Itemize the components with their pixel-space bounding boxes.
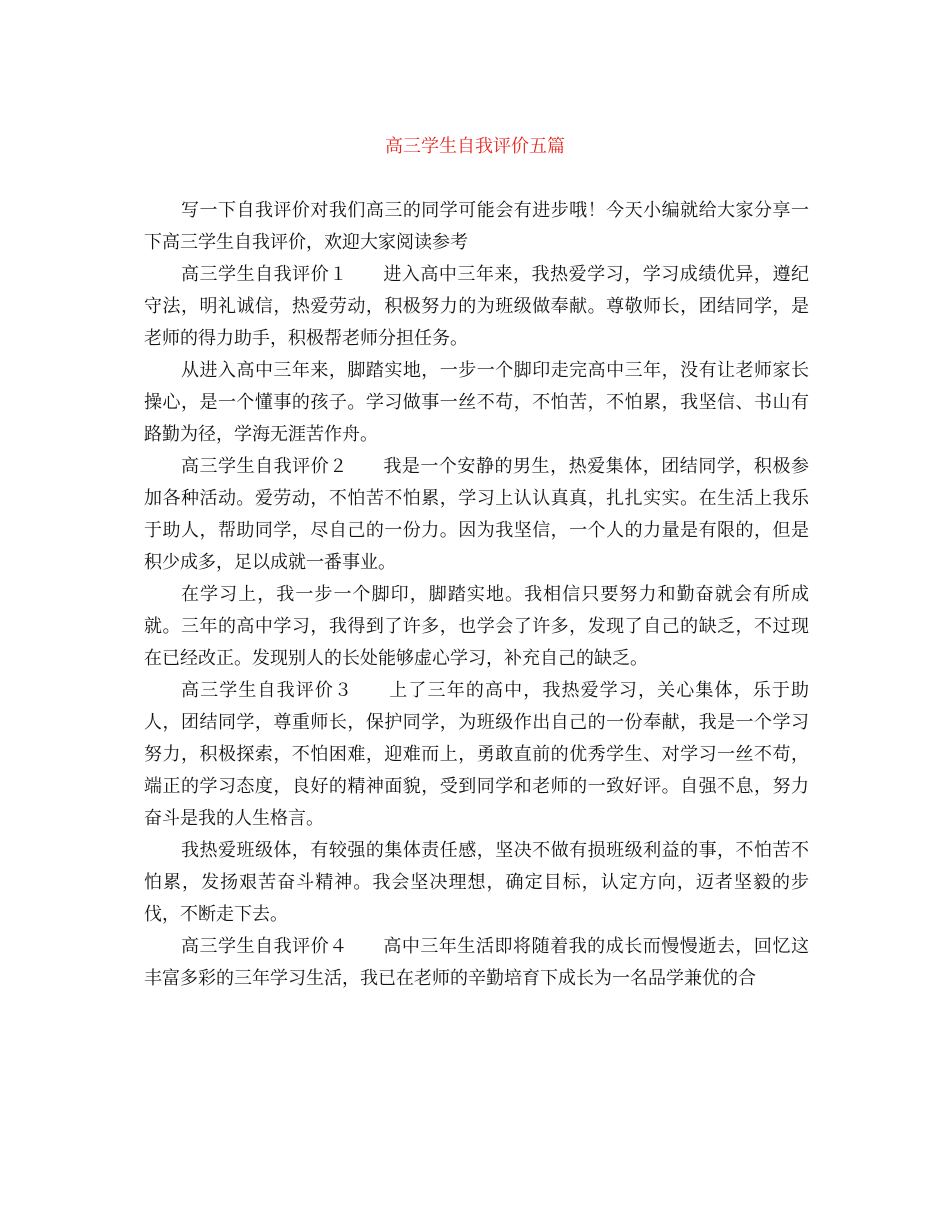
- paragraph-text: 从进入高中三年来，脚踏实地，一步一个脚印走完高中三年，没有让老师家长操心，是一个懂事的孩子。学习做事一丝不苟，不怕苦，不怕累，我坚信、书山有路勤为径，学海无涯苦作舟。: [144, 360, 809, 445]
- paragraph-text: 高中三年生活即将随着我的成长而慢慢逝去，回忆这丰富多彩的三年学习生活，我已在老师的辛勤培育下成长为一名品学兼优的合: [144, 936, 809, 989]
- paragraph-text: 我是一个安静的男生，热爱集体，团结同学，积极参加各种活动。爱劳动，不怕苦不怕累，学习上认认真真，扎扎实实。在生活上我乐于助人，帮助同学，尽自己的一份力。因为我坚信，一个人的力量是有限的，但是积少成多，足以成就一番事业。: [144, 456, 809, 573]
- paragraph-text: 进入高中三年来，我热爱学习，学习成绩优异，遵纪守法，明礼诚信，热爱劳动，积极努力的为班级做奉献。尊敬师长，团结同学，是老师的得力助手，积极帮老师分担任务。: [144, 264, 809, 349]
- paragraph-intro: [144, 195, 809, 259]
- document-title: 高三学生自我评价五篇: [385, 136, 565, 157]
- paragraph-text: 上了三年的高中，我热爱学习，关心集体，乐于助人，团结同学，尊重师长，保护同学，为班级作出自己的一份奉献，我是一个学习努力，积极探索，不怕困难，迎难而上，勇敢直前的优秀学生、对学习一丝不苟，端正的学习态度，良好的精神面貌，受到同学和老师的一致好评。自强不息，努力奋斗是我的人生格言。: [144, 680, 810, 829]
- paragraph-evaluation-1: [144, 259, 809, 355]
- paragraph-evaluation-2-cont: [144, 579, 809, 675]
- section-heading: 高三学生自我评价２: [181, 456, 348, 477]
- paragraph-evaluation-3: [144, 675, 809, 835]
- paragraph-evaluation-1-cont: [144, 355, 809, 451]
- section-heading: 高三学生自我评价３: [181, 680, 354, 701]
- paragraph-evaluation-2: [144, 451, 809, 579]
- section-heading: 高三学生自我评价４: [181, 936, 348, 957]
- document-body: [144, 195, 809, 995]
- paragraph-evaluation-3-cont: [144, 835, 809, 931]
- section-heading: 高三学生自我评价１: [181, 264, 348, 285]
- paragraph-text: 在学习上，我一步一个脚印，脚踏实地。我相信只要努力和勤奋就会有所成就。三年的高中学习，我得到了许多，也学会了许多，发现了自己的缺乏，不过现在已经改正。发现别人的长处能够虚心学习，补充自己的缺乏。: [144, 584, 809, 669]
- paragraph-text: 写一下自我评价对我们高三的同学可能会有进步哦！今天小编就给大家分享一下高三学生自我评价，欢迎大家阅读参考: [144, 200, 809, 253]
- paragraph-text: 我热爱班级体，有较强的集体责任感，坚决不做有损班级利益的事，不怕苦不怕累，发扬艰苦奋斗精神。我会坚决理想，确定目标，认定方向，迈者坚毅的步伐，不断走下去。: [144, 840, 809, 925]
- paragraph-evaluation-4: [144, 931, 809, 995]
